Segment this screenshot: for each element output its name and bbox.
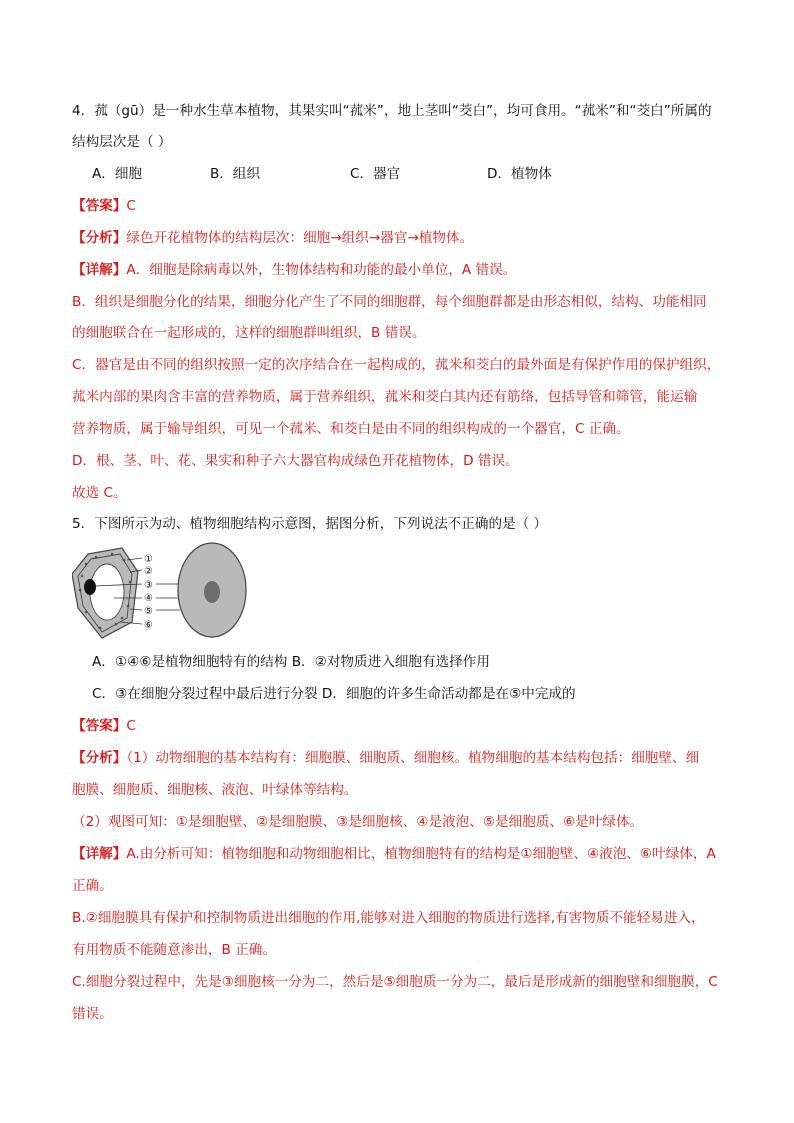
q5-detail-line4: 有用物质不能随意渗出，B 正确。 [72,942,276,958]
q4-analysis-text: 绿色开花植物体的结构层次：细胞→组织→器官→植物体。 [126,230,474,246]
q5-analysis-line1 [72,748,699,768]
q4-option-d: D．植物体 [487,166,552,182]
cell-diagram [72,542,252,642]
figure-labels [144,554,153,631]
label-3: ③ [144,580,153,591]
q4-option-b: B．组织 [210,166,261,182]
q5-detail-text-a: A.由分析可知：植物细胞和动物细胞相比，植物细胞特有的结构是①细胞壁、④液泡、⑥叶绿体，A [126,846,716,862]
q4-detail-text-a: A．细胞是除病毒以外，生物体结构和功能的最小单位，A 错误。 [126,262,517,278]
q4-answer-tag: 【答案】 [72,198,127,214]
q4-detail-line5: 菰米内部的果肉含丰富的营养物质，属于营养组织，菰米和茭白其内还有筋络，包括导管和筛管，能运输 [72,389,698,405]
q4-detail-tag: 【详解】 [72,262,127,278]
q4-option-a: A．细胞 [92,166,143,182]
animal-cell-nucleus [204,581,220,603]
label-1: ① [144,554,153,565]
q5-options-line1: A．①④⑥是植物细胞特有的结构 B．②对物质进入细胞有选择作用 [92,654,490,670]
q4-analysis-tag: 【分析】 [72,230,127,246]
q5-analysis-line3: （2）观图可知：①是细胞壁、②是细胞膜、③是细胞核、④是液泡、⑤是细胞质、⑥是叶绿体。 [72,814,644,830]
q5-analysis-line2: 胞膜、细胞质、细胞核、液泡、叶绿体等结构。 [72,782,358,798]
q4-detail-line1 [72,260,516,280]
q5-detail-line5: C.细胞分裂过程中，先是③细胞核一分为二，然后是⑤细胞质一分为二，最后是形成新的细胞壁和细胞膜，C [72,974,718,990]
q5-detail-line6: 错误。 [72,1006,113,1022]
label-4: ④ [144,593,153,604]
q5-detail-line3: B.②细胞膜具有保护和控制物质进出细胞的作用,能够对进入细胞的物质进行选择,有害物质不能轻易进入， [72,910,705,926]
label-2: ② [144,566,153,577]
label-6: ⑥ [144,620,153,631]
q5-stem: 5．下图所示为动、植物细胞结构示意图，据图分析，下列说法不正确的是（ ） [72,516,548,532]
q4-stem-line1: 4．菰（gū）是一种水生草本植物，其果实叫“菰米”，地上茎叫“茭白”，均可食用。“菰米”和“茭白”所属的 [72,103,712,119]
plant-cell-nucleus [84,579,96,595]
q5-detail-tag: 【详解】 [72,846,127,862]
q4-option-c: C．器官 [350,166,401,182]
q5-detail-line1 [72,844,716,864]
q5-options-line2: C．③在细胞分裂过程中最后进行分裂 D．细胞的许多生命活动都是在⑤中完成的 [92,686,576,702]
q4-answer-value: C [126,198,136,214]
q5-analysis-tag: 【分析】 [72,750,127,766]
label-5: ⑤ [144,606,153,617]
q4-detail-line7: D．根、茎、叶、花、果实和种子六大器官构成绿色开花植物体，D 错误。 [72,453,519,469]
q5-answer-tag: 【答案】 [72,718,127,734]
q5-analysis-text-a: （1）动物细胞的基本结构有：细胞膜、细胞质、细胞核。植物细胞的基本结构包括：细胞壁、细 [126,750,700,766]
q4-stem-line2: 结构层次是（ ） [72,134,172,150]
q4-detail-line4: C．器官是由不同的组织按照一定的次序结合在一起构成的，菰米和茭白的最外面是有保护作用的保护组织， [72,357,721,373]
q4-answer [72,196,136,216]
q5-detail-line2: 正确。 [72,878,113,894]
cell-diagram-svg [72,542,252,642]
q5-answer-value: C [126,718,136,734]
q5-answer [72,716,136,736]
q4-detail-line2: B．组织是细胞分化的结果，细胞分化产生了不同的细胞群，每个细胞群都是由形态相似，结构、功能相同 [72,294,707,310]
plant-cell-vacuole [90,564,124,620]
q4-detail-line3: 的细胞联合在一起形成的，这样的细胞群叫组织，B 错误。 [72,325,426,341]
q4-analysis [72,228,473,248]
q4-detail-line6: 营养物质，属于输导组织，可见一个菰米、和茭白是由不同的组织构成的一个器官，C 正确。 [72,421,630,437]
q4-conclusion: 故选 C。 [72,485,127,501]
